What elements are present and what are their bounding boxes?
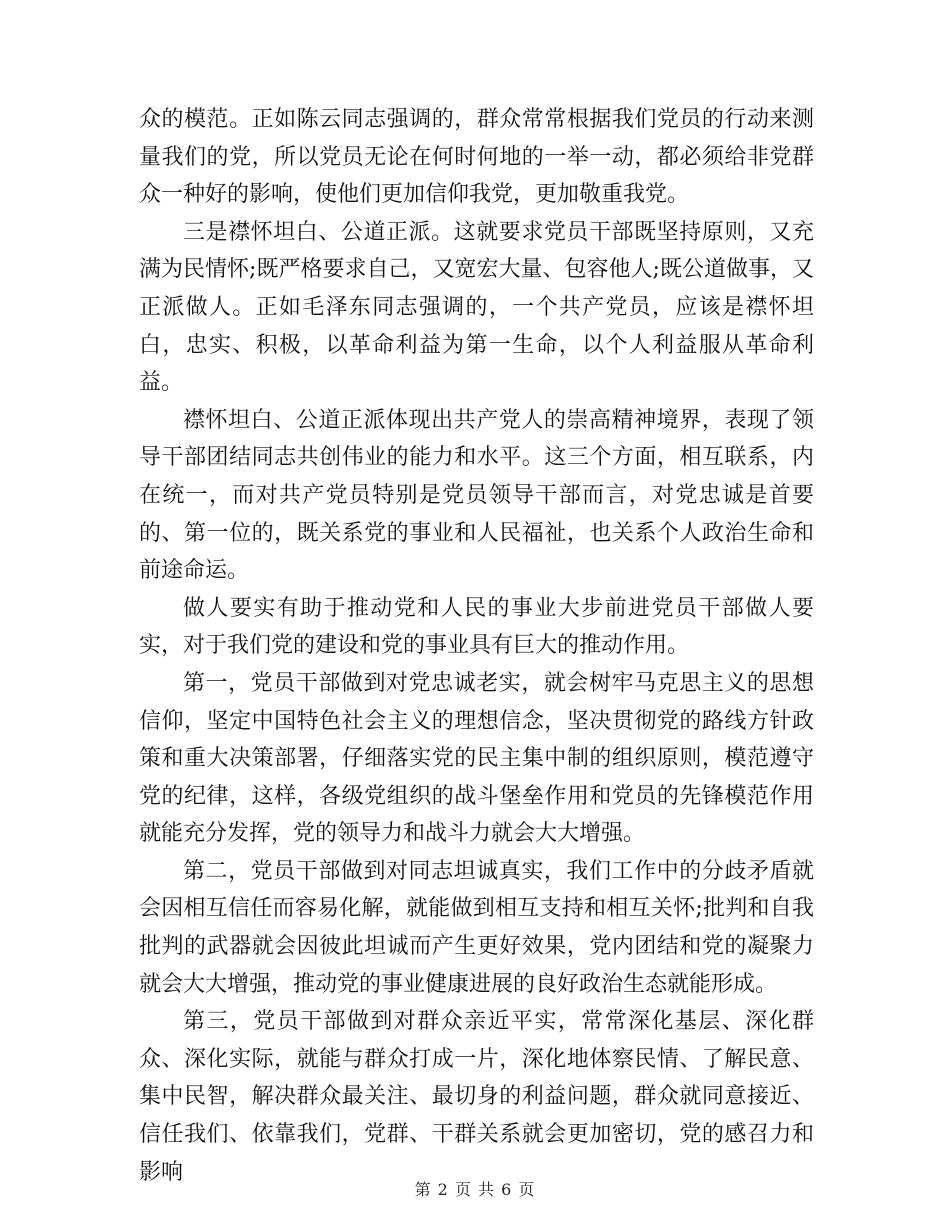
paragraph-5: 第一，党员干部做到对党忠诚老实，就会树牢马克思主义的思想信仰，坚定中国特色社会主义的理想信念，坚决贯彻党的路线方针政策和重大决策部署，仔细落实党的民主集中制的组织原则，模范遵守党的纪律，这样，各级党组织的战斗堡垒作用和党员的先锋模范作用就能充分发挥，党的领导力和战斗力就会大大增强。 <box>139 670 814 847</box>
paragraph-6: 第二，党员干部做到对同志坦诚真实，我们工作中的分歧矛盾就会因相互信任而容易化解，就能做到相互支持和相互关怀;批判和自我批判的武器就会因彼此坦诚而产生更好效果，党内团结和党的凝聚力就会大大增强，推动党的事业健康进展的良好政治生态就能形成。 <box>139 858 814 997</box>
page-number-footer: 第 2 页 共 6 页 <box>414 1180 536 1199</box>
paragraph-1: 众的模范。正如陈云同志强调的，群众常常根据我们党员的行动来测量我们的党，所以党员无论在何时何地的一举一动，都必须给非党群众一种好的影响，使他们更加信仰我党，更加敬重我党。 <box>139 107 814 208</box>
paragraph-7: 第三，党员干部做到对群众亲近平实，常常深化基层、深化群众、深化实际，就能与群众打成一片，深化地体察民情、了解民意、集中民智，解决群众最关注、最切身的利益问题，群众就同意接近、信任我们、依靠我们，党群、干群关系就会更加密切，党的感召力和影响 <box>139 1009 814 1185</box>
paragraph-2: 三是襟怀坦白、公道正派。这就要求党员干部既坚持原则，又充满为民情怀;既严格要求自己，又宽宏大量、包容他人;既公道做事，又正派做人。正如毛泽东同志强调的，一个共产党员，应该是襟怀坦白，忠实、积极，以革命利益为第一生命，以个人利益服从革命利益。 <box>139 219 814 396</box>
paragraph-3: 襟怀坦白、公道正派体现出共产党人的崇高精神境界，表现了领导干部团结同志共创伟业的能力和水平。这三个方面，相互联系，内在统一，而对共产党员特别是党员领导干部而言，对党忠诚是首要的、第一位的，既关系党的事业和人民福祉，也关系个人政治生命和前途命运。 <box>139 407 814 584</box>
document-body <box>139 101 814 1191</box>
paragraph-4: 做人要实有助于推动党和人民的事业大步前进党员干部做人要实，对于我们党的建设和党的事业具有巨大的推动作用。 <box>139 595 814 659</box>
